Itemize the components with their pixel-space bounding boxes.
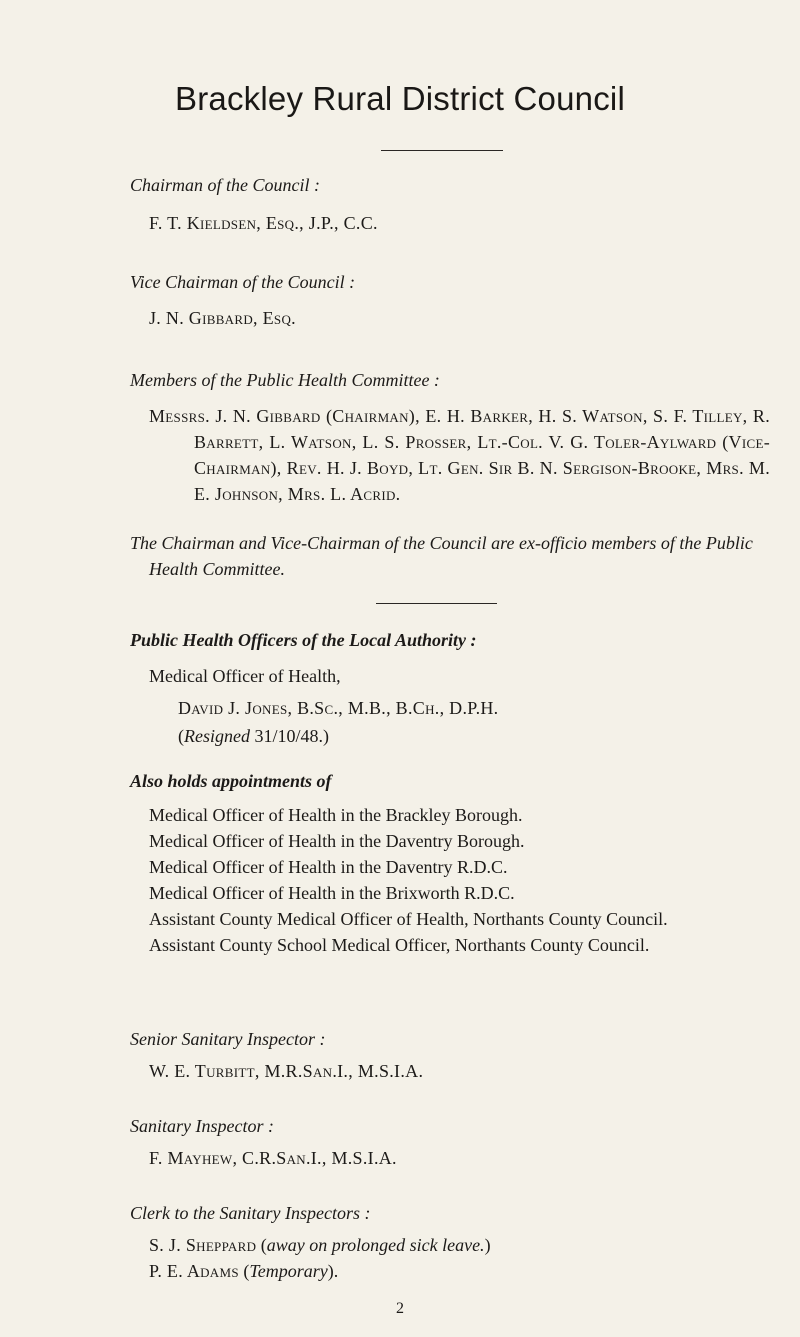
senior-inspector-name: W. E. Turbitt, M.R.San.I., M.S.I.A. <box>149 1061 424 1081</box>
chairman-name: F. T. Kieldsen, Esq., J.P., C.C. <box>149 213 378 233</box>
clerk-section <box>130 1200 770 1284</box>
moh-name: David J. Jones, B.Sc., M.B., B.Ch., D.P.H. <box>178 698 499 718</box>
section-divider <box>376 603 497 604</box>
appointments-heading: Also holds appointments of <box>130 771 332 791</box>
page-title: Brackley Rural District Council <box>175 80 625 117</box>
appointments-section <box>130 768 770 958</box>
committee-members-section <box>130 367 770 507</box>
officers-section <box>130 627 770 749</box>
clerk-heading: Clerk to the Sanitary Inspectors : <box>130 1203 371 1223</box>
clerk2-name: P. E. Adams <box>149 1261 239 1281</box>
resigned-date: 31/10/48.) <box>254 726 329 746</box>
moh-title: Medical Officer of Health, <box>149 666 341 686</box>
senior-inspector-heading: Senior Sanitary Inspector : <box>130 1029 326 1049</box>
clerk1-note: away on prolonged sick leave. <box>266 1235 485 1255</box>
inspector-name: F. Mayhew, C.R.San.I., M.S.I.A. <box>149 1148 397 1168</box>
ex-officio-note: The Chairman and Vice-Chairman of the Council are ex-officio members of the Public Health Committee. <box>130 533 753 579</box>
committee-members-list: Messrs. J. N. Gibbard (Chairman), E. H. Barker, H. S. Watson, S. F. Tilley, R. Barrett, L. Watson, L. S. Prosser, Lt.-Col. V. G. Toler-Aylward (Vice-Chairman), Rev. H. J. Boyd, Lt. Gen. Sir B. N. Sergison-Brooke, Mrs. M. E. Johnson, Mrs. L. Acrid. <box>149 406 770 504</box>
appointment-item: Medical Officer of Health in the Brackley Borough. <box>149 805 523 825</box>
title-divider <box>381 150 503 151</box>
committee-heading: Members of the Public Health Committee : <box>130 370 440 390</box>
clerk1-name: S. J. Sheppard <box>149 1235 257 1255</box>
clerk2-note: Temporary <box>249 1261 328 1281</box>
clerk-line-2: P. E. Adams (Temporary). <box>149 1261 339 1281</box>
vice-chairman-heading: Vice Chairman of the Council : <box>130 272 356 292</box>
vice-chairman-name: J. N. Gibbard, Esq. <box>149 308 296 328</box>
clerk-line-1: S. J. Sheppard (away on prolonged sick leave.) <box>149 1235 491 1255</box>
appointments-list <box>130 802 770 958</box>
page-number: 2 <box>396 1300 404 1317</box>
moh-resigned-note: (Resigned 31/10/48.) <box>178 726 329 746</box>
appointment-item: Medical Officer of Health in the Daventry Borough. <box>149 831 525 851</box>
chairman-section <box>130 172 770 236</box>
inspector-heading: Sanitary Inspector : <box>130 1116 274 1136</box>
vice-chairman-section <box>130 269 770 331</box>
appointment-item: Medical Officer of Health in the Brixworth R.D.C. <box>149 883 515 903</box>
ex-officio-note-section <box>130 530 770 582</box>
chairman-heading: Chairman of the Council : <box>130 175 320 195</box>
appointment-item: Assistant County School Medical Officer, Northants County Council. <box>149 935 650 955</box>
inspector-section <box>130 1113 770 1171</box>
appointment-item: Medical Officer of Health in the Daventry R.D.C. <box>149 857 508 877</box>
resigned-label: Resigned <box>184 726 250 746</box>
senior-inspector-section <box>130 1026 770 1084</box>
appointment-item: Assistant County Medical Officer of Health, Northants County Council. <box>149 909 668 929</box>
officers-heading: Public Health Officers of the Local Authority : <box>130 630 477 650</box>
